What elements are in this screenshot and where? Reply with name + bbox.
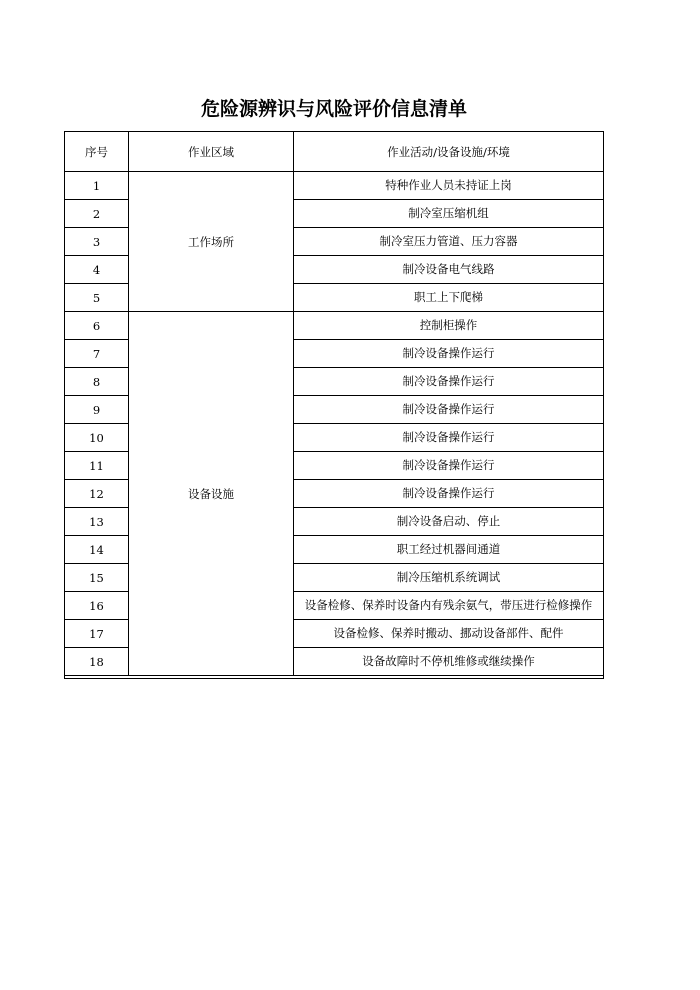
row-activity: 制冷设备操作运行 (294, 340, 604, 368)
row-index: 14 (65, 536, 129, 564)
row-activity: 制冷压缩机系统调试 (294, 564, 604, 592)
row-activity: 制冷设备操作运行 (294, 396, 604, 424)
row-activity: 制冷设备操作运行 (294, 424, 604, 452)
header-activity: 作业活动/设备设施/环境 (294, 132, 604, 172)
row-index: 13 (65, 508, 129, 536)
row-index: 3 (65, 228, 129, 256)
row-index: 11 (65, 452, 129, 480)
table-header-row (65, 132, 604, 172)
row-activity: 制冷室压缩机组 (294, 200, 604, 228)
area-cell-equipment: 设备设施 (129, 312, 294, 676)
table-row (65, 172, 604, 200)
row-activity: 控制柜操作 (294, 312, 604, 340)
row-activity: 制冷设备操作运行 (294, 368, 604, 396)
row-index: 10 (65, 424, 129, 452)
row-activity: 特种作业人员未持证上岗 (294, 172, 604, 200)
header-index: 序号 (65, 132, 129, 172)
row-activity: 制冷设备操作运行 (294, 452, 604, 480)
document-title: 危险源辨识与风险评价信息清单 (200, 98, 467, 120)
row-index: 5 (65, 284, 129, 312)
row-activity: 职工上下爬梯 (294, 284, 604, 312)
hazard-table (64, 131, 604, 676)
row-index: 7 (65, 340, 129, 368)
row-index: 18 (65, 648, 129, 676)
row-index: 16 (65, 592, 129, 620)
row-index: 4 (65, 256, 129, 284)
row-index: 9 (65, 396, 129, 424)
row-activity: 职工经过机器间通道 (294, 536, 604, 564)
row-index: 2 (65, 200, 129, 228)
row-index: 12 (65, 480, 129, 508)
row-activity: 制冷设备电气线路 (294, 256, 604, 284)
row-index: 1 (65, 172, 129, 200)
row-activity: 设备检修、保养时搬动、挪动设备部件、配件 (294, 620, 604, 648)
row-activity: 设备故障时不停机维修或继续操作 (294, 648, 604, 676)
row-index: 8 (65, 368, 129, 396)
row-activity: 制冷设备操作运行 (294, 480, 604, 508)
table-row (65, 312, 604, 340)
header-area: 作业区域 (129, 132, 294, 172)
row-index: 6 (65, 312, 129, 340)
area-cell-workplace: 工作场所 (129, 172, 294, 312)
row-index: 17 (65, 620, 129, 648)
row-activity: 设备检修、保养时设备内有残余氨气，带压进行检修操作 (294, 592, 604, 620)
row-activity: 制冷室压力管道、压力容器 (294, 228, 604, 256)
row-activity: 制冷设备启动、停止 (294, 508, 604, 536)
row-index: 15 (65, 564, 129, 592)
